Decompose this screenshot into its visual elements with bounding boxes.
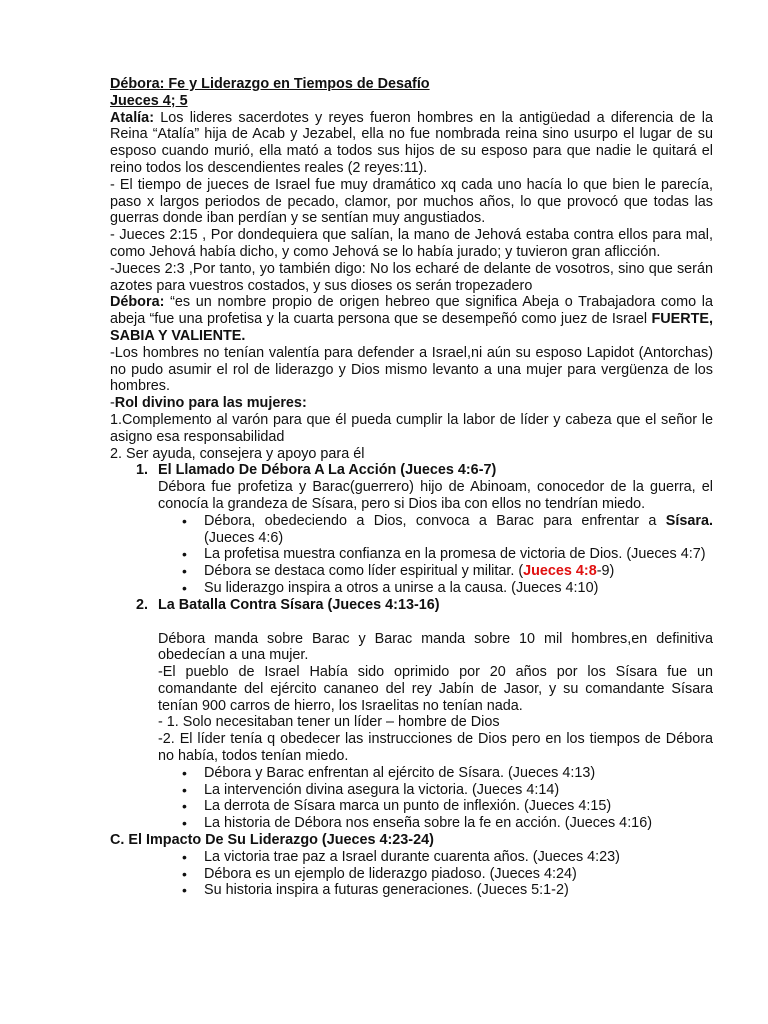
debora-definition-paragraph (110, 294, 713, 344)
judges-2-3-paragraph: -Jueces 2:3 ,Por tanto, yo también digo: No los echaré de delante de vosotros, sino que serán azotes para vuestros costados, y sus dioses os serán tropezadero (110, 260, 713, 294)
section-2-paragraph-1: Débora manda sobre Barac y Barac manda sobre 10 mil hombres,en definitiva obedecían a una mujer. (158, 630, 713, 664)
section-c-bullets (158, 849, 713, 899)
list-item: • La profetisa muestra confianza en la promesa de victoria de Dios. (Jueces 4:7) (204, 546, 713, 563)
divine-role-item-1: 1.Complemento al varón para que él pueda cumplir la labor de líder y cabeza que el señor le asigno esa responsabilidad (110, 411, 713, 445)
list-item: • La intervención divina asegura la victoria. (Jueces 4:14) (204, 782, 713, 799)
highlighted-reference: Jueces 4:8 (523, 563, 597, 580)
divine-role-item-2: 2. Ser ayuda, consejera y apoyo para él (110, 445, 365, 462)
sisara-bold: Sísara. (665, 512, 713, 529)
men-paragraph: -Los hombres no tenían valentía para defender a Israel,ni aún su esposo Lapidot (Antorchas) no pudo asumir el rol de liderazgo y Dios mismo levanto a una mujer para vergüenza de los hombres. (110, 344, 713, 395)
section-2-title: La Batalla Contra Sísara (Jueces 4:13-16) (158, 596, 440, 613)
list-item: • La historia de Débora nos enseña sobre la fe en acción. (Jueces 4:16) (204, 815, 713, 832)
section-2-paragraph-2: -El pueblo de Israel Había sido oprimido por 20 años por los Sísara fue un comandante del ejército cananeo del rey Jabín de Jasor, y su comandante Sísara tenían 900 carros de hierro, los Israelitas no tenían nada. (158, 664, 713, 714)
list-item: • Débora se destaca como líder espiritual y militar. (Jueces 4:8-9) (204, 563, 713, 580)
list-item: • Débora es un ejemplo de liderazgo piadoso. (Jueces 4:24) (204, 866, 713, 883)
section-1-title: El Llamado De Débora A La Acción (Jueces 4:6-7) (158, 462, 497, 479)
list-item: • Su liderazgo inspira a otros a unirse a la causa. (Jueces 4:10) (204, 580, 713, 597)
section-1-intro: Débora fue profetiza y Barac(guerrero) hijo de Abinoam, conocedor de la guerra, el conocía la grandeza de Sísara, pero si Dios iba con ellos no tendrían miedo. (158, 479, 713, 512)
section-1-bullets (158, 513, 713, 597)
document-title: Débora: Fe y Liderazgo en Tiempos de Desafío (110, 76, 430, 92)
debora-label: Débora: (110, 294, 165, 311)
divine-role-heading (110, 395, 713, 412)
section-1-number: 1. (135, 462, 148, 479)
section-2-number: 2. (135, 596, 148, 613)
atalia-text: Los lideres sacerdotes y reyes fueron hombres en la antigüedad a diferencia de la Reina “Atalía” hija de Acab y Jezabel, ella no fue nombrada reina sino usurpo el lugar de su esposo cuando murió, ella mató a todos sus hijos de su esposo para que nadie le quitará el reino todos los descendientes reales (2 reyes:11). (110, 109, 713, 176)
list-item: • La derrota de Sísara marca un punto de inflexión. (Jueces 4:15) (204, 798, 713, 815)
list-item: • Débora, obedeciendo a Dios, convoca a Barac para enfrentar a Sísara. (Jueces 4:6) (204, 513, 713, 547)
section-2-paragraph-4: -2. El líder tenía q obedecer las instrucciones de Dios pero en los tiempos de Débora no había, todos tenían miedo. (158, 731, 713, 765)
section-2-bullets (158, 765, 713, 832)
section-c-title: C. El Impacto De Su Liderazgo (Jueces 4:23-24) (110, 832, 434, 849)
judges-time-paragraph: - El tiempo de jueces de Israel fue muy dramático xq cada uno hacía lo que bien le parecía, paso x largos periodos de pecado, clamor, por muchos años, lo que provocó que todas las guerras donde iban perdían y se sentían muy angustiados. (110, 176, 713, 227)
section-2-paragraph-3: - 1. Solo necesitaban tener un líder – hombre de Dios (158, 714, 500, 731)
list-item: • Débora y Barac enfrentan al ejército de Sísara. (Jueces 4:13) (204, 765, 713, 782)
list-item: • Su historia inspira a futuras generaciones. (Jueces 5:1-2) (204, 882, 713, 899)
judges-2-15-paragraph: - Jueces 2:15 , Por dondequiera que salían, la mano de Jehová estaba contra ellos para mal, como Jehová había dicho, y como Jehová se lo había jurado; y tuvieron gran aflicción. (110, 227, 713, 260)
section-1 (110, 462, 713, 596)
list-item: • La victoria trae paz a Israel durante cuarenta años. (Jueces 4:23) (204, 849, 713, 866)
divine-role-dash: - (110, 395, 115, 412)
section-2 (110, 597, 713, 832)
scripture-reference: Jueces 4; 5 (110, 92, 188, 109)
debora-bold-text: FUERTE, SABIA Y VALIENTE. (110, 311, 713, 344)
atalia-paragraph (110, 110, 713, 177)
divine-role-label: Rol divino para las mujeres: (114, 395, 307, 412)
atalia-label: Atalía: (110, 109, 154, 126)
debora-text: “es un nombre propio de origen hebreo que significa Abeja o Trabajadora como la abeja “fue una profetisa y la cuarta persona que se desempeñó como juez de Israel (110, 294, 713, 328)
